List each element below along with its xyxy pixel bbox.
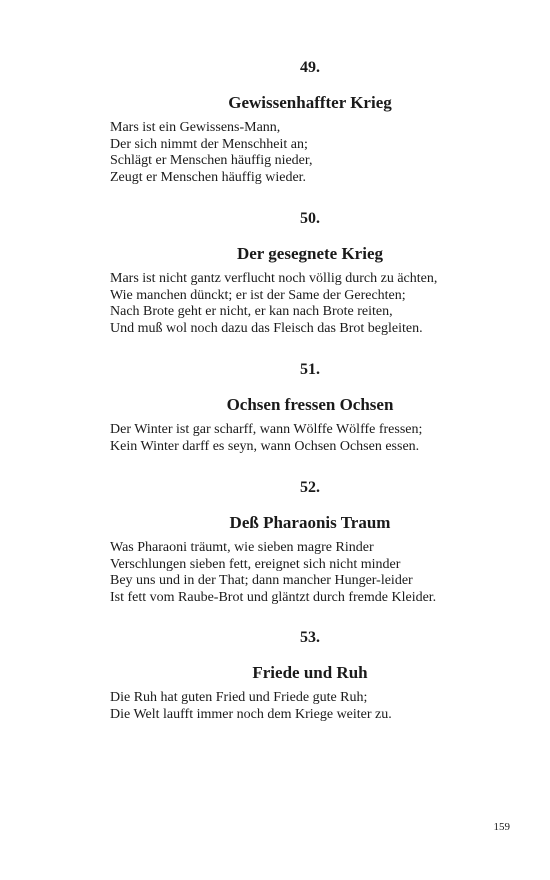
poem-lines <box>110 271 510 337</box>
poem-number: 51. <box>300 361 320 378</box>
poem-title: Gewissenhaffter Krieg <box>228 93 392 112</box>
poem-title: Ochsen fressen Ochsen <box>226 395 394 414</box>
poem-title: Deß Pharaonis Traum <box>229 513 391 532</box>
poem-number: 52. <box>300 479 320 496</box>
poem-49 <box>110 58 510 186</box>
poem-line: Verschlungen sieben fett, ereignet sich nicht minder <box>110 556 401 572</box>
poem-line: Zeugt er Menschen häuffig wieder. <box>110 169 307 185</box>
poem-51 <box>110 360 510 455</box>
poem-line: Der sich nimmt der Menschheit an; <box>110 136 308 152</box>
poem-number: 49. <box>300 59 320 76</box>
poem-number: 50. <box>300 210 320 227</box>
page-number: 159 <box>493 821 510 833</box>
poem-50 <box>110 209 510 337</box>
poem-number: 53. <box>300 629 320 646</box>
poem-line: Die Ruh hat guten Fried und Friede gute Ruh; <box>110 690 368 705</box>
poem-title: Der gesegnete Krieg <box>236 244 383 263</box>
poem-line: Der Winter ist gar scharff, wann Wölffe Wölffe fressen; <box>110 422 423 437</box>
poem-line: Wie manchen dünckt; er ist der Same der Gerechten; <box>110 287 406 303</box>
poem-lines <box>110 540 510 606</box>
poem-line: Kein Winter darff es seyn, wann Ochsen Ochsen essen. <box>110 438 420 454</box>
poem-line: Schlägt er Menschen häuffig nieder, <box>110 153 313 168</box>
poem-line: Bey uns und in der That; dann mancher Hunger-leider <box>110 573 413 588</box>
poem-53 <box>110 628 510 723</box>
poem-lines <box>110 120 510 186</box>
poem-line: Mars ist nicht gantz verflucht noch völlig durch zu ächten, <box>110 271 438 286</box>
poem-line: Und muß wol noch dazu das Fleisch das Brot begleiten. <box>110 320 423 336</box>
poem-52 <box>110 478 510 606</box>
poem-line: Was Pharaoni träumt, wie sieben magre Rinder <box>110 540 374 555</box>
poem-line: Nach Brote geht er nicht, er kan nach Brote reiten, <box>110 304 393 319</box>
poem-lines <box>110 690 510 723</box>
poem-line: Die Welt laufft immer noch dem Kriege weiter zu. <box>110 706 392 722</box>
poem-lines <box>110 422 510 455</box>
poem-title: Friede und Ruh <box>252 663 368 682</box>
poem-line: Ist fett vom Raube-Brot und gläntzt durch fremde Kleider. <box>110 589 437 605</box>
poem-line: Mars ist ein Gewissens-Mann, <box>110 120 281 135</box>
